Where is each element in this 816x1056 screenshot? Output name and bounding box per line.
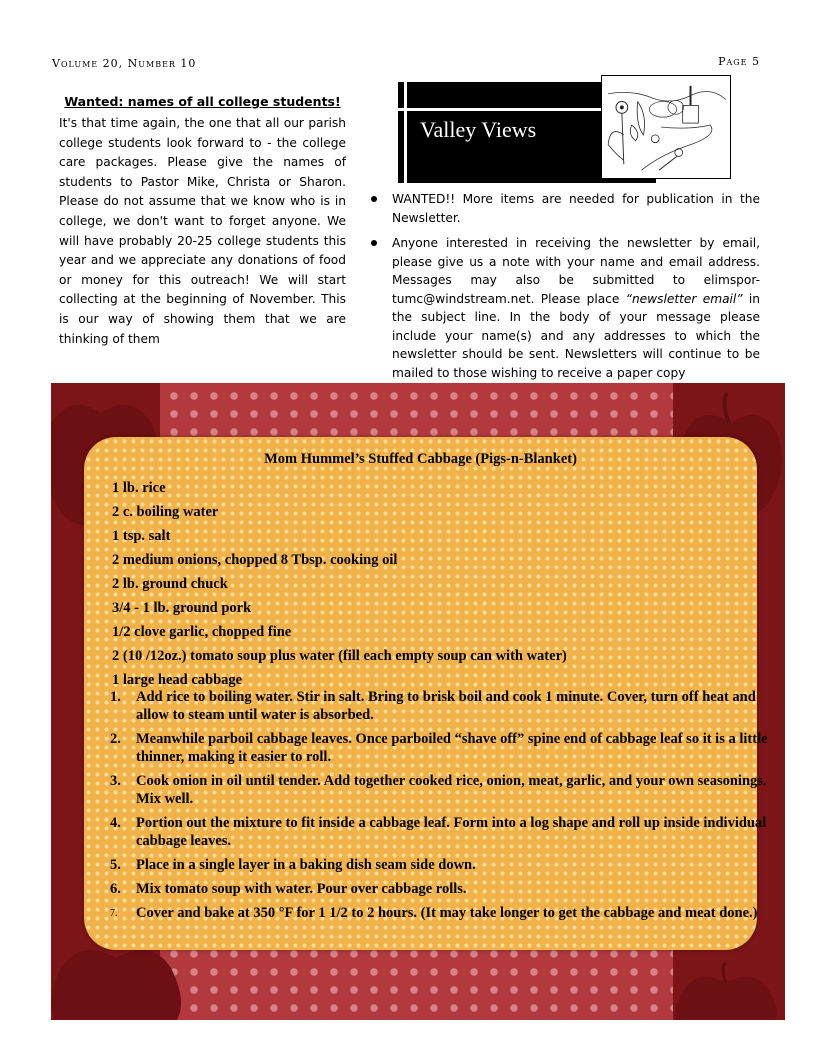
page-number: Page 5 [718,55,760,68]
banner-divider-vertical [404,82,407,183]
instruction-step [110,730,770,766]
church-flowers-icon [602,76,730,178]
ingredient-list [112,476,567,692]
step-text: Add rice to boiling water. Stir in salt. Bring to brisk boil and cook 1 minute. Cover, turn off heat and allow to steam until water is absorbed. [136,689,756,723]
notice-text-pre: Anyone interested in receiving the newsletter by email, please give us a note with your name and email address. Messages may also be submitted to elimspor-tumc@windstream.net. Please place [392,236,760,306]
ingredient-item: 1 large head cabbage [112,672,243,688]
step-text: Portion out the mixture to fit inside a cabbage leaf. Form into a log shape and roll up inside individual cabbage leaves. [136,815,767,849]
instruction-step [110,904,770,922]
ingredient-item: 2 medium onions, chopped 8 Tbsp. cooking oil [112,552,398,568]
recipe-card [84,437,768,950]
step-text: Meanwhile parboil cabbage leaves. Once parboiled “shave off” spine end of cabbage leaf so it is a little thinner, making it easier to roll. [136,731,768,765]
banner-title: Valley Views [420,117,537,142]
step-number: 4. [110,815,121,831]
notice-text: WANTED!! More items are needed for publication in the Newsletter. [392,192,760,225]
notices-list [368,190,760,382]
step-text: Cook onion in oil until tender. Add together cooked rice, onion, meat, garlic, and your own seasonings. Mix well. [136,773,767,807]
bullet-icon [371,196,377,202]
notice-item [368,234,760,382]
apple-silhouette-icon [671,963,781,1020]
instruction-list [110,688,770,928]
notice-text-post: in the subject line. In the body of your message please include your name(s) and any addresses to which the newsletter should be sent. Newsletters will continue to be mailed to those wishing to receive a paper copy [392,291,760,380]
ingredient-item: 3/4 - 1 lb. ground pork [112,600,252,616]
instruction-step [110,772,770,808]
step-number: 3. [110,773,121,789]
valley-illustration [601,75,731,179]
step-number: 1. [110,689,121,705]
bullet-icon [371,240,377,246]
article-body: It's that time again, the one that all our parish college students look forward to - the college care packages. Please give the names of students to Pastor Mike, Christa or Sharon. Please do not assume that we know who is in college, we don't want to forget anyone. We will have probably 20-25 college students this year and we appreciate any donations of food or money for this outreach! We will start collecting at the beginning of November. This is our way of showing them that we are thinking of them [59,116,346,346]
ingredient-item: 2 (10 /12oz.) tomato soup plus water (fill each empty soup can with water) [112,648,567,664]
ingredient-item: 2 c. boiling water [112,504,219,520]
college-students-article [59,94,346,349]
instruction-step [110,688,770,724]
instruction-step [110,880,770,898]
step-number: 5. [110,857,121,873]
step-number: 2. [110,731,121,747]
volume-number: Volume 20, Number 10 [52,57,197,70]
ingredient-item: 1 lb. rice [112,480,166,496]
notices-section [368,190,760,389]
notice-item [368,190,760,227]
step-number: 6. [110,881,121,897]
step-number: 7. [110,908,118,919]
ingredient-item: 1 tsp. salt [112,528,171,544]
ingredient-item: 1/2 clove garlic, chopped fine [112,624,292,640]
step-text: Mix tomato soup with water. Pour over cabbage rolls. [136,881,467,897]
banner-divider-horizontal [398,108,601,111]
instruction-step [110,856,770,874]
notice-subject-emphasis: “newsletter email” [625,291,743,306]
step-text: Place in a single layer in a baking dish seam side down. [136,857,476,873]
article-title: Wanted: names of all college students! [64,94,341,109]
step-text: Cover and bake at 350 °F for 1 1/2 to 2 hours. (It may take longer to get the cabbage and meat done.) [136,905,758,921]
instruction-step [110,814,770,850]
recipe-title: Mom Hummel’s Stuffed Cabbage (Pigs-n-Blanket) [264,451,577,467]
ingredient-item: 2 lb. ground chuck [112,576,228,592]
